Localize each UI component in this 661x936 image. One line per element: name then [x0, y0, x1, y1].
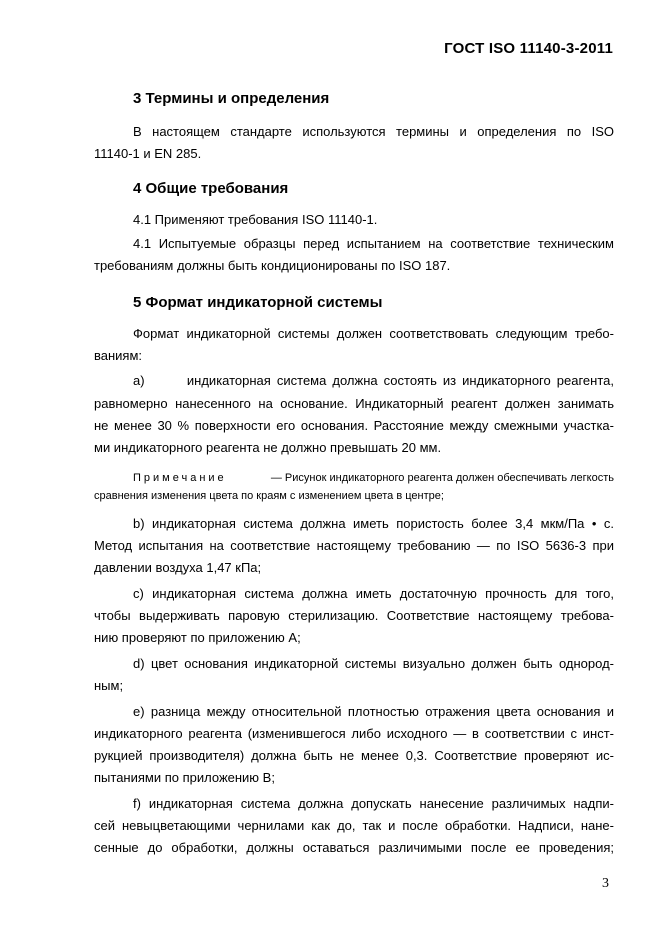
paragraph-line: сей невыцветающими чернилами как до, так и после обработки. Надписи, нане- — [94, 818, 614, 833]
paragraph-line: ваниям: — [94, 348, 143, 363]
document-header: ГОСТ ISO 11140-3-2011 — [444, 40, 613, 57]
section-5-heading: 5 Формат индикаторной системы — [133, 294, 383, 311]
paragraph-line: пытаниями по приложению В; — [94, 770, 275, 785]
paragraph-line: требованиям должны быть кондиционированы по ISO 187. — [94, 258, 451, 273]
section-4-heading: 4 Общие требования — [133, 180, 289, 197]
page-number: 3 — [602, 876, 609, 891]
paragraph-line: не менее 30 % поверхности его основания. Расстояние между смежными участка- — [94, 418, 614, 433]
paragraph-line: 4.1 Применяют требования ISO 11140-1. — [133, 212, 378, 227]
list-item-c: c) индикаторная система должна иметь достаточную прочность для того, — [133, 586, 614, 601]
paragraph-line: 4.1 Испытуемые образцы перед испытанием на соответствие техническим — [133, 236, 614, 251]
paragraph-line: индикаторного реагента (изменившегося либо исходного — в соответствии с инст- — [94, 726, 614, 741]
paragraph-line: Формат индикаторной системы должен соответствовать следующим требо- — [133, 326, 614, 341]
paragraph-line: В настоящем стандарте используются термины и определения по ISO — [133, 124, 614, 139]
paragraph-line: ным; — [94, 678, 124, 693]
list-item-f: f) индикаторная система должна допускать нанесение различимых надпи- — [133, 796, 614, 811]
section-3-heading: 3 Термины и определения — [133, 90, 330, 107]
paragraph-line: рукцией производителя) должна быть не менее 0,3. Соответствие проверяют ис- — [94, 748, 614, 763]
list-item-a: а) индикаторная система должна состоять из индикаторного реагента, — [133, 373, 614, 388]
paragraph-line: давлении воздуха 1,47 кПа; — [94, 560, 262, 575]
paragraph-line: Метод испытания на соответствие настоящему требованию — по ISO 5636-3 при — [94, 538, 614, 553]
paragraph-line: ми индикаторного реагента не должно превышать 20 мм. — [94, 440, 442, 455]
list-item-b: b) индикаторная система должна иметь пористость более 3,4 мкм/Па • с. — [133, 516, 614, 531]
paragraph-line: нию проверяют по приложению А; — [94, 630, 301, 645]
list-item-e: e) разница между относительной плотностью отражения цвета основания и — [133, 704, 614, 719]
list-item-d: d) цвет основания индикаторной системы визуально должен быть однород- — [133, 656, 614, 671]
paragraph-line: чтобы выдерживать паровую стерилизацию. Соответствие настоящему требова- — [94, 608, 614, 623]
paragraph-line: равномерно нанесенного на основание. Индикаторный реагент должен занимать — [94, 396, 614, 411]
note-text: — Рисунок индикаторного реагента должен обеспечивать легкость — [270, 472, 614, 484]
paragraph-line: сенные до обработки, должны оставаться различимыми после ее проведения; — [94, 840, 614, 855]
note-line: сравнения изменения цвета по краям с изменением цвета в центре; — [94, 490, 444, 502]
paragraph-line: 11140-1 и EN 285. — [94, 146, 202, 161]
note-label: Примечание — [133, 472, 227, 484]
note — [133, 470, 614, 486]
